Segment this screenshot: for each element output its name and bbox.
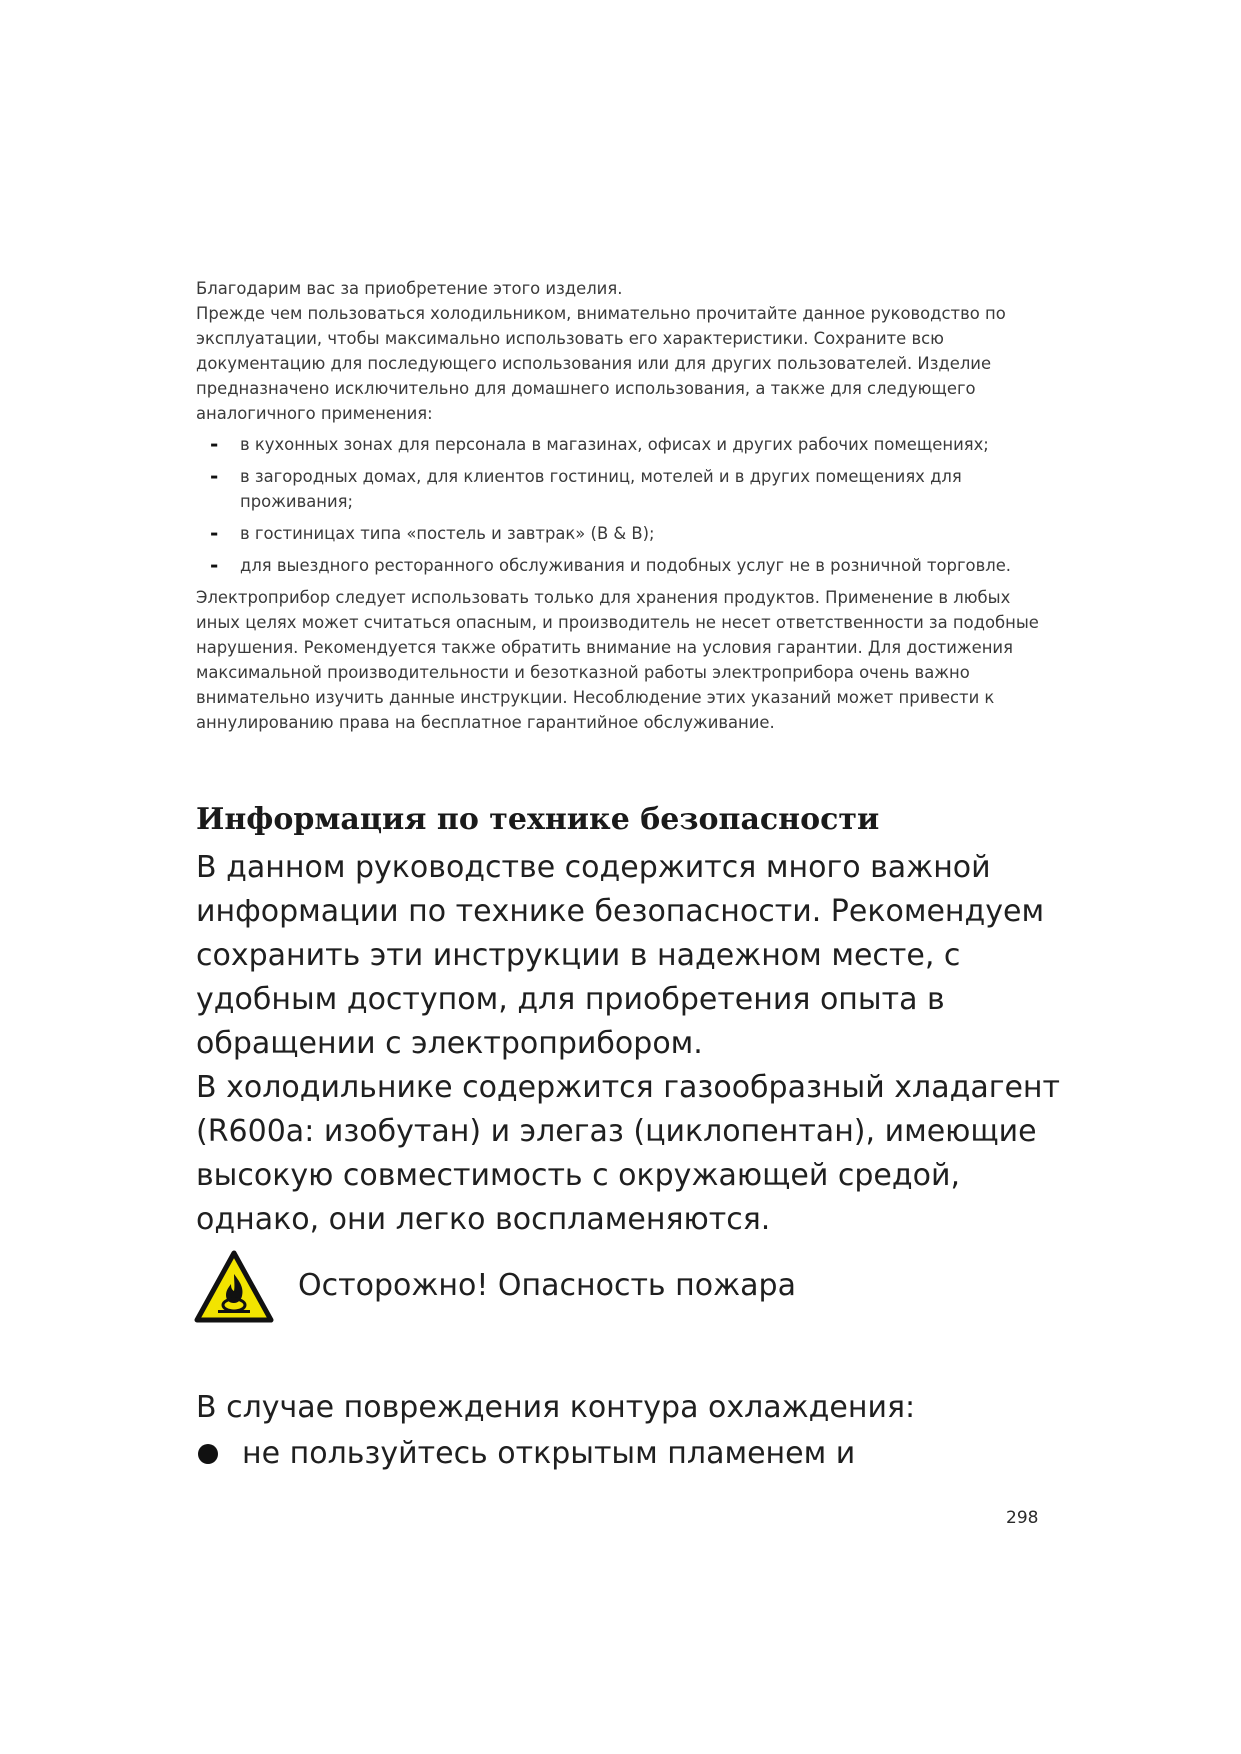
damage-intro: В случае повреждения контура охлаждения: [196,1390,916,1425]
bullet-dot-icon [198,1444,218,1464]
intro-paragraph-2: Электроприбор следует использовать только для хранения продуктов. Применение в любых иных целях может считаться опасным, и производитель не несет ответственности за подобные нарушения. Рекомендуется также обратить внимание на условия гарантии. Для достижения максимальной производительности и безотказной работы электроприбора очень важно внимательно изучить данные инструкции. Несоблюдение этих указаний может привести к аннулированию права на бесплатное гарантийное обслуживание. [196,588,1039,732]
intro-paragraph-1: Прежде чем пользоваться холодильником, внимательно прочитайте данное руководство по эксплуатации, чтобы максимально использовать его характеристики. Сохраните всю документацию для последующего использования или для других пользователей. Изделие предназначено исключительно для домашнего использования, а также для следующего аналогичного применения: [196,304,1006,423]
safety-paragraph-2: В холодильнике содержится газообразный хладагент (R600a: изобутан) и элегаз (циклопентан), имеющие высокую совместимость с окружающей средой, однако, они легко воспламеняются. [196,1070,1061,1237]
list-item [210,521,1056,546]
usage-list [196,432,1056,578]
list-item [210,553,1056,578]
list-item-text: для выездного ресторанного обслуживания и подобных услуг не в розничной торговле. [240,556,1012,575]
list-item-text: в загородных домах, для клиентов гостиниц, мотелей и в других помещениях для проживания; [240,467,962,511]
fire-hazard-warning-icon [194,1250,274,1324]
list-item [210,432,1056,457]
intro-section [196,276,1056,735]
list-item-text: не пользуйтесь открытым пламенем и [242,1436,856,1471]
dash-bullet-icon: - [210,521,219,545]
list-item [196,1432,996,1476]
dash-bullet-icon: - [210,553,219,577]
list-item-text: в гостиницах типа «постель и завтрак» (B & B); [240,524,655,543]
fire-warning [194,1250,894,1330]
list-item-text: в кухонных зонах для персонала в магазинах, офисах и других рабочих помещениях; [240,435,989,454]
safety-heading: Информация по технике безопасности [196,802,880,837]
dash-bullet-icon: - [210,464,219,488]
fire-warning-text: Осторожно! Опасность пожара [298,1268,796,1303]
page-number: 298 [1006,1508,1039,1528]
thanks-line: Благодарим вас за приобретение этого изделия. [196,279,623,298]
safety-paragraph-1: В данном руководстве содержится много важной информации по технике безопасности. Рекомендуем сохранить эти инструкции в надежном месте, с удобным доступом, для приобретения опыта в обращении с электроприбором. [196,850,1045,1061]
dash-bullet-icon: - [210,432,219,456]
list-item [210,464,1056,514]
